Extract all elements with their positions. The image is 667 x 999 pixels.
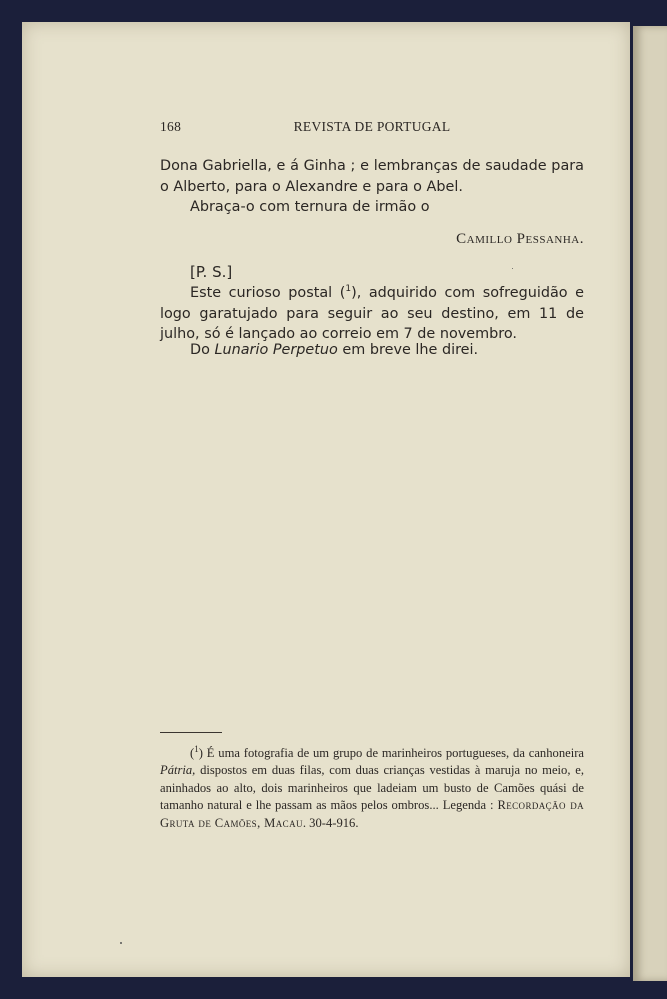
last-post: em breve lhe direi. — [337, 342, 479, 358]
footnote-rule — [160, 732, 222, 733]
ps-text-b: ), adquirido com sofreguidão e logo garatujado para seguir ao seu destino, em 11 de julho, só é lançado ao correio em 7 de novembro. — [160, 285, 585, 342]
ps-label: [P. S.] — [190, 263, 233, 281]
last-pre: Do — [190, 342, 215, 358]
last-line — [160, 340, 584, 361]
signature: Camillo Pessanha. — [456, 231, 584, 247]
paper-speck — [120, 942, 122, 944]
footnote-mark: 1 — [194, 743, 199, 754]
footnote-date: . 30-4-916. — [302, 815, 359, 830]
footnote-b: dispostos em duas filas, com duas crianças vestidas à maruja no meio, e, aninhados ao alto, dois marinheiros que ladeiam um busto de Camões quási de tamanho natural e lhe passam as mãos pelos ombros... Legenda : — [160, 763, 584, 813]
letter-line-1: Dona Gabriella, e á Ginha ; e lembranças de saudade para o Alberto, para o Alexandre e para o Abel. — [160, 158, 584, 195]
page-header — [160, 119, 584, 139]
running-title: REVISTA DE PORTUGAL — [293, 119, 451, 134]
footnote: ($^1$) É uma fotografia de um grupo de marinheiros portugueses, da canhoneira Pátria, dispostos em duas filas, com duas crianças vestidas à maruja no meio, e, aninhados ao alto, dois marinheiros que ladeiam um busto de Camões quási de tamanho natural e lhe passam as mãos pelos ombros... Legenda : Recordação da Gruta de Camões, Macau. 30-4-916. — [160, 743, 584, 830]
ps-text-a: Este curioso postal ( — [190, 285, 346, 301]
paper-speck — [512, 268, 513, 269]
page-number: 168 — [160, 119, 182, 134]
footnote-caption: Recordação da Gruta de Camões, Macau — [160, 798, 584, 830]
letter-line-2: Abraça-o com ternura de irmão o — [190, 199, 430, 215]
adjacent-page-edge — [633, 26, 667, 981]
footnote-ship: Pátria, — [160, 763, 196, 778]
footnote-ref: 1 — [345, 284, 352, 295]
footnote-a: ) É uma fotografia de um grupo de marinheiros portugueses, da canhoneira — [198, 746, 584, 760]
work-title: Lunario Perpetuo — [214, 342, 338, 358]
ps-paragraph — [160, 283, 584, 345]
